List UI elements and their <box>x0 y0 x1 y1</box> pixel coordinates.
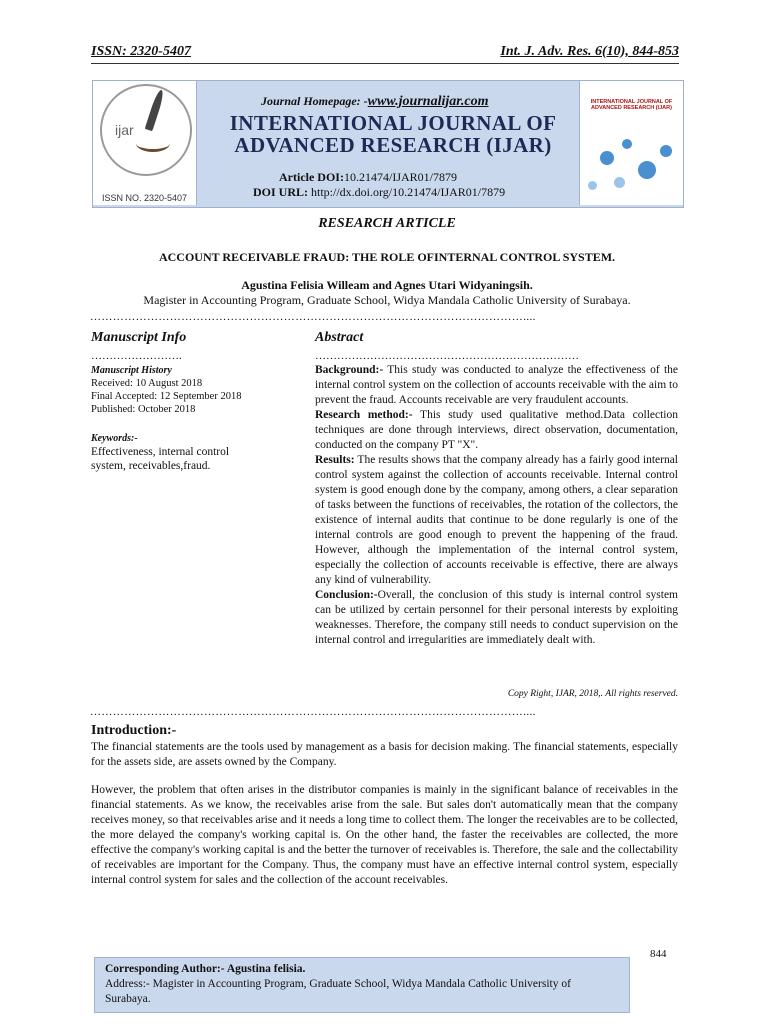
results-text: The results shows that the company already has a fairly good internal control system against the collection of accounts receivable. Internal control system is good enough done by the company, among others, a clear separation of tasks between the functions of receivables, the rotation of the collectors, the existence of internal audits that continue to be done regularly is one of the internal controls are good enough to prevent the happening of the fraud. However, although the implementation of the internal control system, especially the collection of accounts receivable is effective, there are always any kind of vulnerability. <box>315 454 678 586</box>
homepage-label: Journal Homepage: - <box>261 94 368 108</box>
intro-paragraph-1-text: The financial statements are the tools used by management as a basis for decision making. The financial statements, especially for the assets side, are assets owned by the Company. <box>91 741 678 768</box>
journal-logo <box>93 81 197 205</box>
keywords-text: Effectiveness, internal control system, receivables,fraud. <box>91 446 230 472</box>
molecule-icon <box>614 177 625 188</box>
intro-paragraph-2 <box>91 783 678 888</box>
article-authors: Agustina Felisia Willeam and Agnes Utari Widyaningsih. <box>241 278 533 292</box>
cover-title: INTERNATIONAL JOURNAL OF ADVANCED RESEARCH (IJAR) <box>590 99 673 111</box>
article-title: ACCOUNT RECEIVABLE FRAUD: THE ROLE OFINTERNAL CONTROL SYSTEM. <box>158 250 616 264</box>
journal-banner <box>92 80 684 208</box>
molecule-icon <box>638 161 656 179</box>
abstract-conclusion <box>315 588 678 648</box>
accepted-date: Final Accepted: 12 September 2018 <box>91 391 242 402</box>
method-text: This study used qualitative method.Data collection techniques are done through interviews, direct observation, documentation, conducted on the company PT "X". <box>315 409 678 451</box>
issn-label: ISSN: 2320-5407 <box>91 44 191 59</box>
manuscript-info-heading: Manuscript Info <box>91 330 187 345</box>
separator-top: …………………………………………………………………………………………………….... <box>90 311 536 323</box>
page-number: 844 <box>650 948 667 960</box>
background-label: Background:- <box>315 364 384 376</box>
separator-bottom: …………………………………………………………………………………………………….... <box>90 706 536 718</box>
abstract-body <box>315 363 678 648</box>
abstract-dots: ……………………………………………………………… <box>315 350 579 362</box>
journal-cover-image <box>579 81 683 205</box>
article-affiliation: Magister in Accounting Program, Graduate School, Widya Mandala Catholic University of Surabaya. <box>143 293 631 307</box>
doi-url-link[interactable]: http://dx.doi.org/10.21474/IJAR01/7879 <box>311 185 506 199</box>
article-doi-label: Article DOI: <box>279 170 344 184</box>
intro-paragraph-2-text: However, the problem that often arises in the distributor companies is mainly in the significant balance of receivables in the financial statements. As we know, the receivables arise from the sale. But sales don't automatically mean that the company receives money, so that receivables arise and it needs a long time to collect them. The longer the receivables are to be collected, the more delayed the company's working capital is. On the other hand, the faster the receivables are collected, the more effective the company's working capital is and the better the turnover of receivables is. Therefore, the sale and the collectability of receivables are important for the Company. Thus, the company must have an effective internal control system, especially internal control system for sales and the collection of the account receivables. <box>91 784 678 886</box>
molecule-icon <box>588 181 597 190</box>
journal-title: INTERNATIONAL JOURNAL OF ADVANCED RESEARCH (IJAR) <box>229 111 557 157</box>
molecule-icon <box>622 139 632 149</box>
background-text: This study was conducted to analyze the effectiveness of the internal control system on the collection of accounts receivable with the aim to prevent the fraud. Accounts receivable are very fraudulent accounts. <box>315 364 678 406</box>
header-rule <box>91 63 679 64</box>
logo-circle <box>100 84 192 176</box>
homepage-link[interactable]: www.journalijar.com <box>367 94 489 109</box>
abstract-results <box>315 453 678 588</box>
abstract-method <box>315 408 678 453</box>
keywords-label: Keywords:- <box>91 433 138 444</box>
book-icon <box>136 135 170 152</box>
introduction-heading: Introduction:- <box>91 723 177 738</box>
received-date: Received: 10 August 2018 <box>91 378 203 389</box>
article-doi <box>279 170 457 185</box>
method-label: Research method:- <box>315 409 413 421</box>
journal-citation: Int. J. Adv. Res. 6(10), 844-853 <box>500 44 679 59</box>
published-date: Published: October 2018 <box>91 404 196 415</box>
molecule-icon <box>660 145 672 157</box>
copyright-notice: Copy Right, IJAR, 2018,. All rights reserved. <box>507 689 678 699</box>
corresponding-author-box <box>94 957 630 1013</box>
manuscript-info-dots: ……………………. <box>91 350 182 362</box>
logo-text: ijar <box>115 122 134 138</box>
intro-paragraph-1 <box>91 740 678 770</box>
conclusion-text: Overall, the conclusion of this study is internal control system can be utilized by certain personnel for their personal interests by exploiting weaknesses. Therefore, the company still needs to conduct supervision on the internal control and irregularities are immediately dealt with. <box>315 589 678 646</box>
molecule-icon <box>600 151 614 165</box>
logo-issn: ISSN NO. 2320-5407 <box>101 193 188 203</box>
corresponding-address: Address:- Magister in Accounting Program, Graduate School, Widya Mandala Catholic University of Surabaya. <box>105 978 571 1005</box>
article-type: RESEARCH ARTICLE <box>318 216 456 231</box>
conclusion-label: Conclusion:- <box>315 589 378 601</box>
journal-homepage <box>261 94 489 110</box>
corresponding-author: Corresponding Author:- Agustina felisia. <box>105 963 306 975</box>
abstract-background <box>315 363 678 408</box>
article-doi-value: 10.21474/IJAR01/7879 <box>343 170 457 184</box>
abstract-heading: Abstract <box>315 330 364 345</box>
doi-url <box>253 185 505 200</box>
doi-url-label: DOI URL: <box>253 185 309 199</box>
results-label: Results: <box>315 454 355 466</box>
manuscript-history-label: Manuscript History <box>91 365 172 376</box>
